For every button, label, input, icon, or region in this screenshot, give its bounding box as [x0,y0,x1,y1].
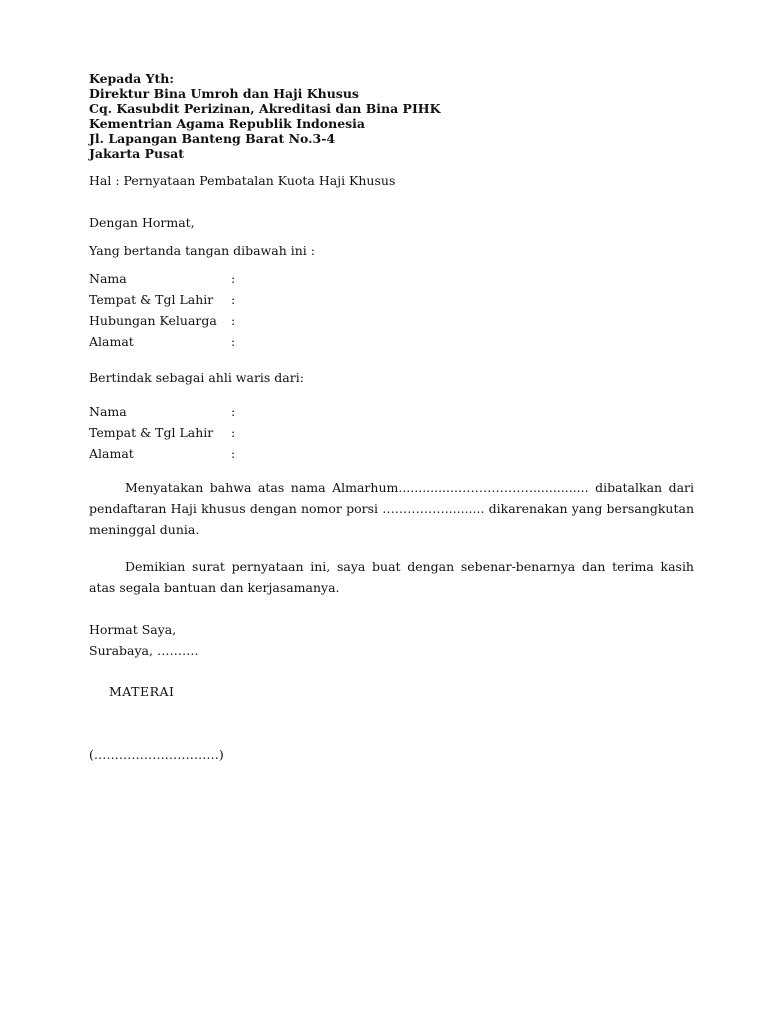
signer-address-colon: : [231,334,236,349]
closing-paragraph: Demikian surat pernyataan ini, saya buat dengan sebenar-benarnya dan terima kasih atas segala bantuan dan kerjasamanya. [89,559,694,595]
regards-text: Hormat Saya, [89,622,177,637]
deceased-address-colon: : [231,446,236,461]
signer-name-label: Nama [89,271,127,286]
signer-name-row [89,271,389,289]
recipient-street: Jl. Lapangan Banteng Barat No.3-4 [89,131,336,146]
stamp-placeholder: MATERAI [109,684,175,699]
recipient-ministry: Kementrian Agama Republik Indonesia [89,116,366,131]
recipient-director: Direktur Bina Umroh dan Haji Khusus [89,86,359,101]
place-date-text: Surabaya, ………. [89,643,199,658]
deceased-birth-colon: : [231,425,236,440]
signer-intro: Yang bertanda tangan dibawah ini : [89,243,315,258]
signer-relation-row [89,313,389,331]
letter-greeting: Dengan Hormat, [89,215,195,230]
signer-address-row [89,334,389,352]
deceased-birth-label: Tempat & Tgl Lahir [89,425,214,440]
heir-intro: Bertindak sebagai ahli waris dari: [89,370,304,385]
signature-line: (…………………………) [89,747,224,762]
recipient-city: Jakarta Pusat [89,146,184,161]
deceased-address-row [89,446,389,464]
deceased-address-label: Alamat [89,446,134,461]
signer-birth-row [89,292,389,310]
statement-paragraph: Menyatakan bahwa atas nama Almarhum...............……………….............. dibatalkan dari pendaftaran Haji khusus dengan nomor porsi …………….......... dikarenakan yang bersangkutan meninggal dunia. [89,480,694,537]
deceased-name-label: Nama [89,404,127,419]
signer-name-colon: : [231,271,236,286]
signer-relation-label: Hubungan Keluarga [89,313,217,328]
deceased-birth-row [89,425,389,443]
recipient-subdivision: Cq. Kasubdit Perizinan, Akreditasi dan Bina PIHK [89,101,441,116]
signer-birth-label: Tempat & Tgl Lahir [89,292,214,307]
deceased-name-colon: : [231,404,236,419]
signer-birth-colon: : [231,292,236,307]
signer-address-label: Alamat [89,334,134,349]
recipient-salutation: Kepada Yth: [89,71,174,86]
recipient-address-block [89,71,440,161]
letter-subject: Hal : Pernyataan Pembatalan Kuota Haji Khusus [89,173,396,188]
signer-relation-colon: : [231,313,236,328]
deceased-name-row [89,404,389,422]
